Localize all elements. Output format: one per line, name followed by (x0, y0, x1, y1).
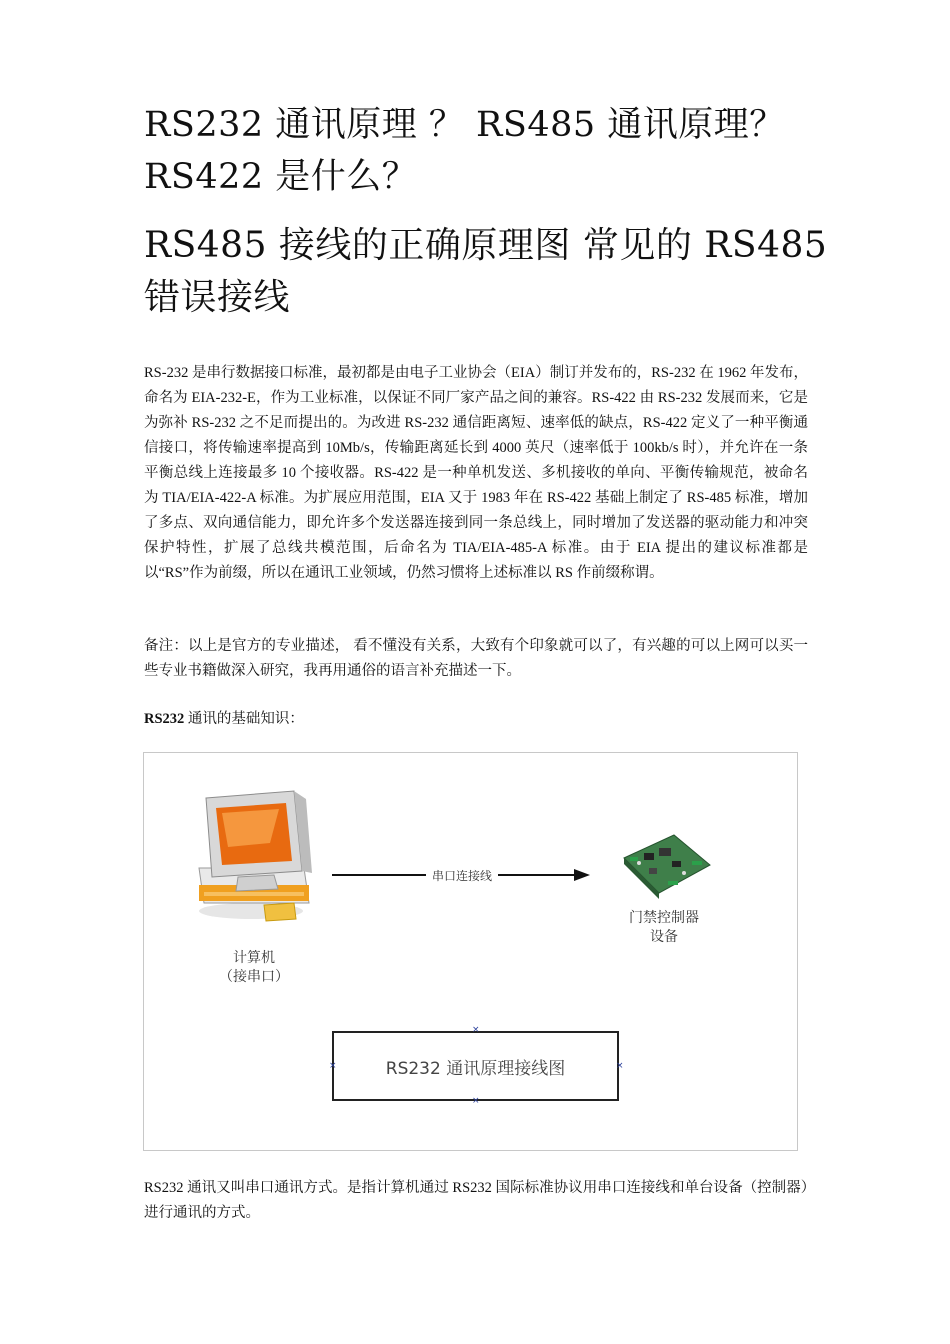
cable-label: 串口连接线 (426, 867, 498, 884)
resize-handle-right-icon: × (616, 1061, 624, 1071)
figure-caption-box (332, 1031, 619, 1101)
controller-board-icon (624, 835, 710, 899)
figure-caption: RS232 通讯原理接线图 (385, 1058, 566, 1079)
computer-label-name: 计算机 (233, 950, 275, 966)
note-paragraph: 备注：以上是官方的专业描述， 看不懂没有关系，大致有个印象就可以了，有兴趣的可以上网可以买一些专业书籍做深入研究，我再用通俗的语言补充描述一下。 (144, 638, 808, 679)
section-heading (144, 707, 808, 732)
controller-label-type: 设备 (650, 929, 678, 945)
controller-label (604, 909, 724, 947)
computer-icon (199, 791, 312, 921)
resize-handle-top-icon: × (472, 1025, 480, 1035)
title-rs485-wiring: RS485 接线的正确原理图 常见的 RS485 错误接线 (144, 225, 828, 318)
computer-label-port: （接串口） (219, 969, 289, 985)
rs232-description-paragraph: RS232 通讯又叫串口通讯方式。是指计算机通过 RS232 国际标准协议用串口连接线和单台设备（控制器）进行通讯的方式。 (144, 1180, 808, 1221)
arrow-head-icon (574, 869, 590, 881)
section-heading-bold: RS232 (144, 711, 185, 727)
computer-label (204, 949, 304, 987)
title-rs232-rs485-rs422: RS232 通讯原理 ？ RS485 通讯原理？ RS422 是什么？ (144, 105, 785, 197)
intro-paragraph: RS-232 是串行数据接口标准，最初都是由电子工业协会（EIA）制订并发布的，RS-232 在 1962 年发布，命名为 EIA-232-E，作为工业标准，以保证不同厂家产品之间的兼容。RS-422 由 RS-232 发展而来，它是为弥补 RS-232 之不足而提出的。为改进 RS-232 通信距离短、速率低的缺点，RS-422 定义了一种平衡通信接口，将传输速率提高到 10Mb/s，传输距离延长到 4000 英尺（速率低于 100kb/s 时），并允许在一条平衡总线上连接最多 10 个接收器。RS-422 是一种单机发送、多机接收的单向、平衡传输规范，被命名为 TIA/EIA-422-A 标准。为扩展应用范围，EIA 又于 1983 年在 RS-422 基础上制定了 RS-485 标准，增加了多点、双向通信能力，即允许多个发送器连接到同一条总线上，同时增加了发送器的驱动能力和冲突保护特性，扩展了总线共模范围，后命名为 TIA/EIA-485-A 标准。由于 EIA 提出的建议标准都是以“RS”作为前缀，所以在通讯工业领域，仍然习惯将上述标准以 RS 作前缀称谓。 (144, 365, 808, 581)
resize-handle-bottom-icon: × (472, 1096, 480, 1106)
rs232-wiring-figure (143, 752, 798, 1151)
resize-handle-left-icon: × (329, 1061, 337, 1071)
controller-label-name: 门禁控制器 (629, 910, 699, 926)
section-heading-text: 通讯的基础知识： (184, 711, 304, 727)
